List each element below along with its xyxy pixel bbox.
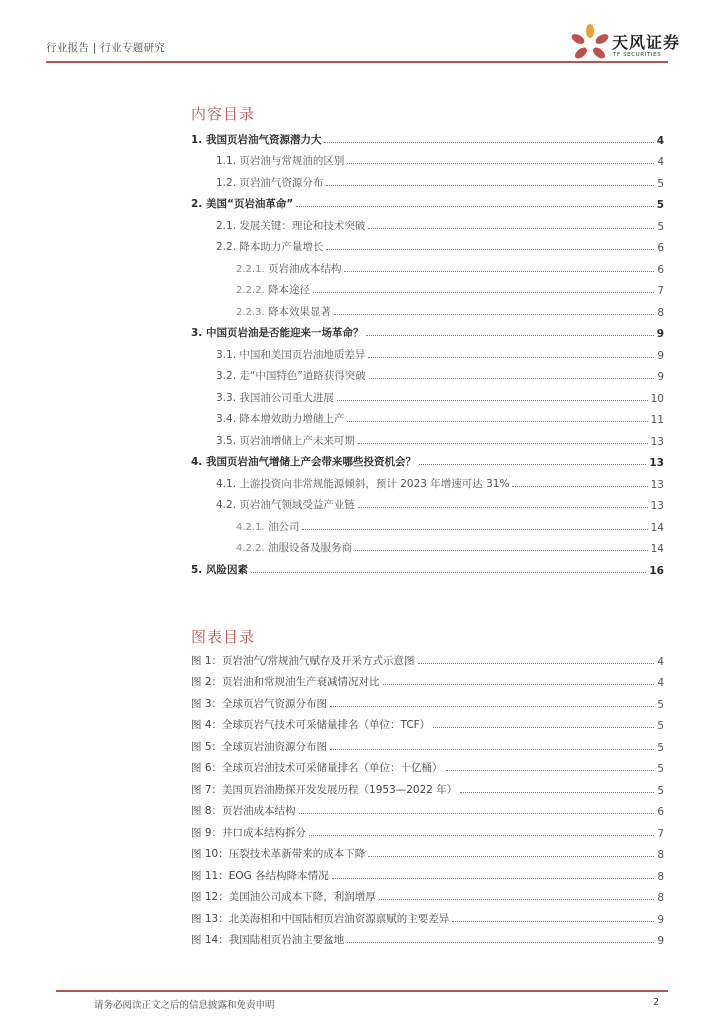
toc-entry[interactable] [191,276,664,298]
figure-entry[interactable] [191,861,664,883]
entry-title: 页岩油气资源分布 [239,176,324,189]
toc-entry[interactable] [191,211,664,233]
entry-page: 11 [650,414,664,426]
dot-leader [452,920,654,922]
dot-leader [326,184,654,186]
entry-label [216,175,323,190]
dot-leader [368,855,654,857]
entry-title: 图 10：压裂技术革新带来的成本下降 [191,848,366,860]
entry-label [191,782,457,797]
dot-leader [368,227,654,229]
entry-title: 页岩油增储上产未来可期 [239,434,355,447]
entry-page: 8 [657,870,664,883]
toc-entry[interactable] [191,469,664,491]
entry-title: 美国“页岩油革命” [205,198,294,210]
entry-label [236,304,331,319]
dot-leader [383,683,655,685]
figure-entry[interactable] [191,646,664,668]
entry-page: 5 [657,741,664,754]
entry-page: 14 [650,521,664,534]
entry-number: 2.2.2. [236,285,265,296]
dot-leader [460,791,654,793]
entry-title: 图 3：全球页岩气资源分布图 [191,697,328,710]
dot-leader [368,356,654,358]
toc-entry[interactable] [191,254,664,276]
entry-page: 5 [657,763,664,775]
entry-page: 9 [657,913,664,926]
entry-title: 走“中国特色”道路获得突破 [239,370,366,382]
entry-page: 5 [657,784,664,797]
entry-number: 4. [191,456,203,468]
entry-title: 中国和美国页岩油地质差异 [239,348,366,361]
figure-entry[interactable] [191,840,664,862]
entry-number: 2. [191,198,203,210]
dot-leader [358,442,648,444]
toc-entry[interactable] [191,168,664,190]
figure-entry[interactable] [191,711,664,733]
entry-number: 2.2.1. [236,263,265,275]
report-category: 行业报告 | 行业专题研究 [46,42,166,54]
dot-leader [330,705,654,707]
toc-entry[interactable] [191,383,664,405]
figure-entry[interactable] [191,818,664,840]
entry-number: 4.1. [216,477,237,490]
entry-label [236,261,341,276]
figures-title: 图表目录 [191,628,256,646]
entry-label [191,132,321,147]
logo-name-en: TF SECURITIES [613,52,662,58]
entry-label [216,411,344,426]
dot-leader [251,571,646,573]
entry-label [191,696,327,711]
toc-entry[interactable] [191,125,664,147]
header-divider [46,61,668,63]
toc-entry[interactable] [191,340,664,362]
entry-label [191,803,296,818]
entry-title: 上游投资向非常规能源倾斜，预计 2023 年增速可达 31% [239,477,510,490]
entry-page: 10 [650,392,664,405]
dot-leader [512,485,647,487]
entry-number: 1.2. [216,176,237,189]
dot-leader [334,313,654,315]
entry-title: 图 7：美国页岩油勘探开发发展历程（1953—2022 年） [191,783,458,796]
entry-number: 2.1. [216,219,237,232]
entry-label [216,497,355,512]
entry-number: 1. [191,133,203,146]
entry-label [191,196,293,211]
entry-page: 4 [656,134,664,147]
toc-entry[interactable] [191,555,664,577]
entry-title: 油公司 [267,520,300,533]
entry-page: 14 [650,543,664,555]
entry-number: 2.2. [216,241,237,253]
dot-leader [433,726,654,728]
entry-label [191,653,415,668]
entry-title: 图 11：EOG 各结构降本情况 [191,869,329,882]
dot-leader [309,834,654,836]
entry-page: 13 [649,457,664,469]
entry-number: 4.2. [216,499,237,511]
entry-title: 降本效果显著 [267,305,331,318]
figure-entry[interactable] [191,904,664,926]
entry-page: 5 [656,199,664,211]
entry-label [191,674,380,689]
entry-page: 9 [657,935,664,947]
entry-label [216,239,323,254]
dot-leader [347,941,654,943]
entry-title: 图 1：页岩油气/常规油气赋存及开采方式示意图 [191,654,415,667]
entry-page: 8 [657,892,664,904]
dot-leader [419,463,646,465]
dot-leader [347,162,654,164]
entry-number: 4.2.2. [236,543,265,554]
entry-number: 3.3. [216,391,237,404]
entry-label [191,932,344,947]
entry-label [191,889,376,904]
entry-page: 13 [650,500,664,512]
entry-label [216,390,334,405]
entry-title: 图 2：页岩油和常规油生产衰减情况对比 [191,676,380,688]
toc-entry[interactable] [191,362,664,384]
toc-entry[interactable] [191,319,664,341]
entry-label [191,562,248,577]
entry-label [236,282,310,297]
entry-title: 发展关键：理论和技术突破 [239,219,366,232]
dot-leader [355,549,648,551]
entry-title: 图 8：页岩油成本结构 [191,805,296,817]
dot-leader [296,205,653,207]
table-of-contents [191,125,664,577]
entry-page: 4 [657,655,664,668]
toc-entry[interactable] [191,534,664,556]
toc-entry[interactable] [191,233,664,255]
entry-number: 3.5. [216,434,237,447]
entry-label [216,347,365,362]
figure-list [191,646,664,947]
toc-title: 内容目录 [191,105,256,123]
entry-label [236,540,352,555]
dot-leader [299,812,655,814]
entry-page: 5 [657,177,664,190]
dot-leader [347,420,647,422]
entry-title: 图 5：全球页岩油资源分布图 [191,740,328,753]
entry-label [191,868,329,883]
dot-leader [344,270,654,272]
toc-entry[interactable] [191,405,664,427]
entry-title: 页岩油气领域受益产业链 [239,499,355,511]
entry-title: 我国页岩油气增储上产会带来哪些投资机会？ [205,456,416,468]
dot-leader [313,291,654,293]
figure-entry[interactable] [191,797,664,819]
entry-number: 2.2.3. [236,306,265,318]
entry-page: 7 [657,827,664,840]
figure-entry[interactable] [191,689,664,711]
entry-page: 5 [657,220,664,233]
entry-title: 图 9：井口成本结构拆分 [191,826,307,839]
figure-entry[interactable] [191,775,664,797]
dot-leader [446,769,655,771]
toc-entry[interactable] [191,426,664,448]
entry-page: 13 [650,435,664,448]
toc-entry[interactable] [191,147,664,169]
entry-title: 油服设备及服务商 [267,542,352,554]
toc-entry[interactable] [191,448,664,470]
figure-entry[interactable] [191,926,664,948]
dot-leader [369,377,655,379]
entry-label [236,519,299,534]
entry-title: 降本助力产量增长 [239,241,324,253]
toc-entry[interactable] [191,297,664,319]
entry-page: 8 [657,306,664,319]
entry-label [191,760,443,775]
dot-leader [379,898,655,900]
entry-title: 降本增效助力增储上产 [239,413,345,425]
dot-leader [418,662,655,664]
toc-entry[interactable] [191,190,664,212]
entry-page: 4 [657,677,664,689]
entry-label [191,825,306,840]
entry-title: 页岩油与常规油的区别 [239,155,345,167]
entry-label [191,454,416,469]
entry-page: 5 [657,698,664,711]
figure-entry[interactable] [191,668,664,690]
entry-title: 图 6：全球页岩油技术可采储量排名（单位：十亿桶） [191,762,443,774]
entry-title: 中国页岩油是否能迎来一场革命？ [205,327,364,339]
entry-title: 风险因素 [205,563,248,576]
entry-page: 9 [657,349,664,362]
entry-page: 5 [657,720,664,732]
entry-label [216,368,366,383]
entry-label [216,218,365,233]
entry-title: 图 4：全球页岩气技术可采储量排名（单位：TCF） [191,719,431,731]
entry-label [216,153,344,168]
entry-label [191,717,430,732]
entry-title: 降本途径 [267,284,310,296]
figure-entry[interactable] [191,732,664,754]
brand-logo [568,22,688,64]
entry-page: 9 [656,328,664,340]
entry-title: 图 13：北美海相和中国陆相页岩油资源禀赋的主要差异 [191,912,450,925]
entry-number: 3. [191,327,203,339]
dot-leader [302,528,647,530]
entry-number: 1.1. [216,155,237,167]
disclaimer-text: 请务必阅读正文之后的信息披露和免责申明 [94,1000,275,1011]
dot-leader [337,399,648,401]
dot-leader [330,748,654,750]
entry-number: 3.2. [216,370,237,382]
entry-label [216,433,355,448]
entry-page: 7 [657,285,664,297]
entry-page: 6 [657,806,664,818]
entry-page: 6 [657,242,664,254]
flower-logo-icon [568,22,612,64]
entry-page: 13 [650,478,664,491]
dot-leader [326,248,654,250]
entry-title: 图 12：美国油公司成本下降，利润增厚 [191,891,376,903]
entry-number: 3.1. [216,348,237,361]
dot-leader [332,877,655,879]
entry-label [191,739,327,754]
entry-title: 我国油公司重大进展 [239,391,334,404]
entry-title: 图 14：我国陆相页岩油主要盆地 [191,934,345,946]
dot-leader [324,141,653,143]
entry-title: 页岩油成本结构 [267,262,342,275]
footer-divider [56,990,668,992]
entry-number: 3.4. [216,413,237,425]
figure-entry[interactable] [191,754,664,776]
toc-entry[interactable] [191,491,664,513]
entry-title: 我国页岩油气资源潜力大 [205,133,322,146]
toc-entry[interactable] [191,512,664,534]
entry-number: 5. [191,563,203,576]
entry-page: 8 [657,849,664,861]
entry-label [216,476,509,491]
entry-page: 6 [657,263,664,276]
page-number: 2 [653,997,660,1008]
figure-entry[interactable] [191,883,664,905]
logo-name-cn: 天风证券 [612,33,681,52]
entry-page: 4 [657,156,664,168]
entry-number: 4.2.1. [236,521,265,533]
dot-leader [358,506,648,508]
entry-label [191,911,449,926]
entry-page: 16 [649,564,664,577]
entry-page: 9 [657,371,664,383]
entry-label [191,846,365,861]
entry-label [191,325,363,340]
dot-leader [366,334,653,336]
